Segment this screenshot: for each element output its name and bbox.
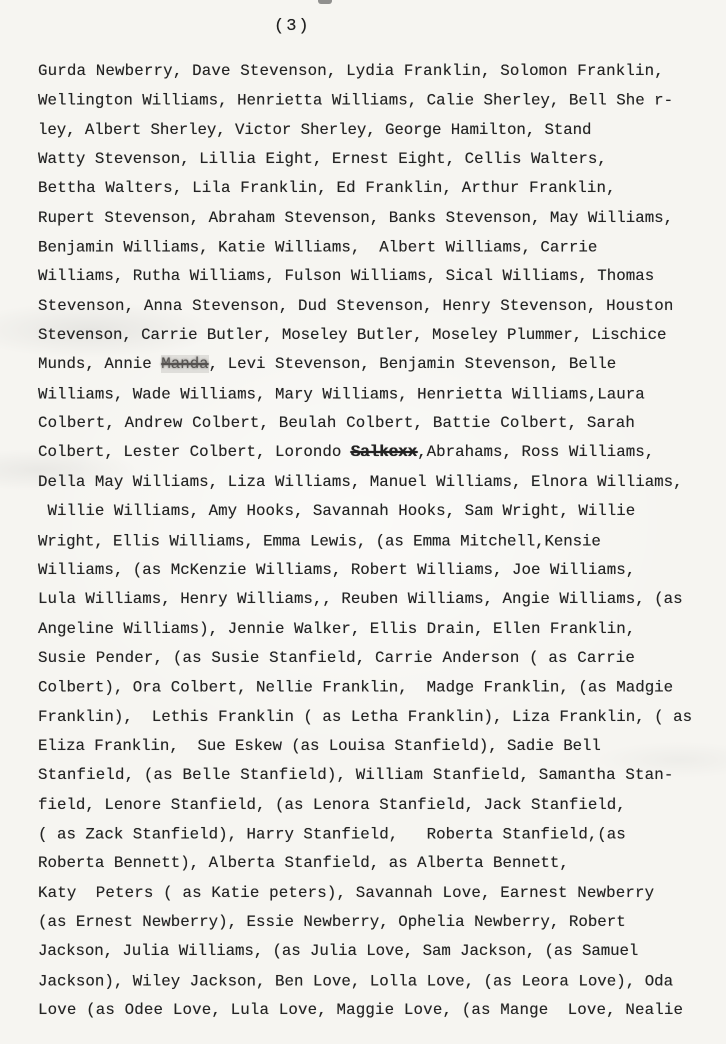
text-line [38,116,720,145]
text-line [38,468,720,497]
text-line [38,438,720,467]
text-line [38,233,720,262]
text-segment: Stanfield, (as Belle Stanfield), William Stanfield, Samantha Stan- [38,766,674,785]
text-segment: Angeline Williams), Jennie Walker, Ellis Drain, Ellen Franklin, [38,619,636,638]
text-line [38,292,720,321]
struck-text: Salkexx [350,443,418,462]
text-segment: Lula Williams, Henry Williams,, Reuben Williams, Angie Williams, (as [38,590,683,609]
text-line [38,350,720,379]
text-segment: Willie Williams, Amy Hooks, Savannah Hooks, Sam Wright, Willie [38,502,636,521]
text-line [38,703,720,732]
text-segment: Williams, Wade Williams, Mary Williams, Henrietta Williams,Laura [38,385,645,404]
text-segment: Colbert, Andrew Colbert, Beulah Colbert, Battie Colbert, Sarah [38,414,636,433]
text-line [38,674,720,703]
text-segment: Watty Stevenson, Lillia Eight, Ernest Eight, Cellis Walters, [38,150,607,169]
text-segment: Bettha Walters, Lila Franklin, Ed Franklin, Arthur Franklin, [38,179,616,198]
text-line [38,262,720,291]
text-segment: Williams, Rutha Williams, Fulson Williams, Sical Williams, Thomas [38,267,655,286]
text-segment: Susie Pender, (as Susie Stanfield, Carrie Anderson ( as Carrie [38,648,636,667]
text-line [38,996,720,1025]
text-line [38,409,720,438]
text-line [38,174,720,203]
struck-text: Manda [161,355,209,374]
text-segment: Jackson), Wiley Jackson, Ben Love, Lolla Love, (as Leora Love), Oda [38,972,674,991]
text-segment: ,Abrahams, Ross Williams, [417,443,655,462]
page-top-artifact [318,0,332,4]
text-line [38,761,720,790]
text-segment: Benjamin Williams, Katie Williams, Albert Williams, Carrie [38,238,598,257]
text-segment: Colbert), Ora Colbert, Nellie Franklin, Madge Franklin, (as Madgie [38,678,674,697]
text-line [38,497,720,526]
text-line [38,57,720,86]
text-body [38,57,720,1025]
text-line [38,879,720,908]
page-number: (3) [274,17,311,36]
text-segment: Franklin), Lethis Franklin ( as Letha Franklin), Liza Franklin, ( as [38,707,693,726]
text-line [38,145,720,174]
text-line [38,527,720,556]
text-line [38,615,720,644]
text-segment: Eliza Franklin, Sue Eskew (as Louisa Stanfield), Sadie Bell [38,736,601,755]
text-line [38,791,720,820]
text-line [38,967,720,996]
text-segment: Stevenson, Carrie Butler, Moseley Butler, Moseley Plummer, Lischice [38,326,667,345]
text-segment: Gurda Newberry, Dave Stevenson, Lydia Franklin, Solomon Franklin, [38,62,664,80]
text-segment: Roberta Bennett), Alberta Stanfield, as Alberta Bennett, [38,854,569,873]
text-segment: Stevenson, Anna Stevenson, Dud Stevenson, Henry Stevenson, Houston [38,296,674,315]
text-segment: , Levi Stevenson, Benjamin Stevenson, Belle [208,355,617,374]
text-segment: Katy Peters ( as Katie peters), Savannah Love, Earnest Newberry [38,883,655,902]
text-line [38,732,720,761]
text-line [38,380,720,409]
text-segment: Wellington Williams, Henrietta Williams, Calie Sherley, Bell She r- [38,91,674,110]
text-line [38,87,720,116]
text-segment: ley, Albert Sherley, Victor Sherley, George Hamilton, Stand [38,120,592,139]
text-segment: Della May Williams, Liza Williams, Manuel Williams, Elnora Williams, [38,472,683,491]
text-line [38,908,720,937]
text-line [38,644,720,673]
text-line [38,585,720,614]
text-segment: ( as Zack Stanfield), Harry Stanfield, Roberta Stanfield,(as [38,825,626,844]
text-line [38,321,720,350]
text-line [38,556,720,585]
text-segment: Wright, Ellis Williams, Emma Lewis, (as Emma Mitchell,Kensie [38,531,601,550]
text-segment: field, Lenore Stanfield, (as Lenora Stanfield, Jack Stanfield, [38,795,626,814]
text-segment: (as Ernest Newberry), Essie Newberry, Ophelia Newberry, Robert [38,912,626,931]
text-segment: Rupert Stevenson, Abraham Stevenson, Banks Stevenson, May Williams, [38,208,674,227]
text-line [38,204,720,233]
text-segment: Jackson, Julia Williams, (as Julia Love, Sam Jackson, (as Samuel [38,942,639,961]
text-segment: Williams, (as McKenzie Williams, Robert Williams, Joe Williams, [38,560,636,579]
text-segment: Colbert, Lester Colbert, Lorondo [38,443,351,462]
text-segment: Love (as Odee Love, Lula Love, Maggie Love, (as Mange Love, Nealie [38,1001,684,1019]
text-line [38,849,720,878]
text-line [38,937,720,966]
text-line [38,820,720,849]
text-segment: Munds, Annie [38,355,162,374]
